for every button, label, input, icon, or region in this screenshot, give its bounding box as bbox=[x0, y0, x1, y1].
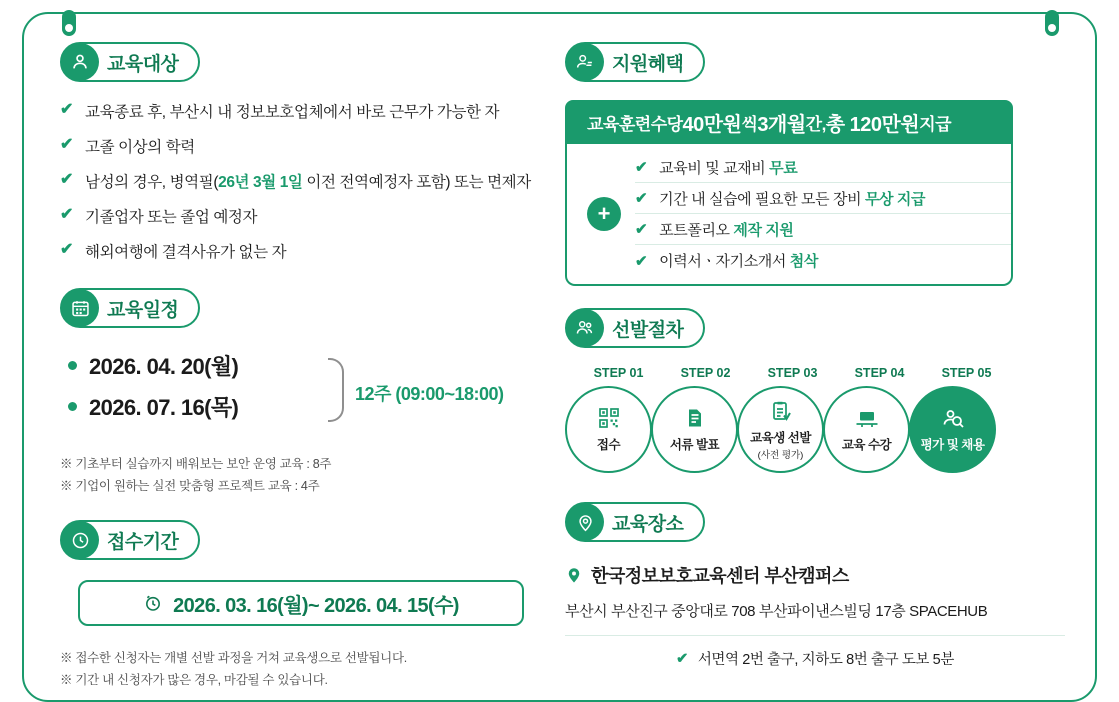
step-circle-1 bbox=[565, 386, 652, 473]
schedule-end-date: 2026. 07. 16(목) bbox=[89, 395, 239, 420]
section-title-place: 교육장소 bbox=[612, 513, 684, 535]
check-icon: ✔ bbox=[635, 159, 648, 176]
place-metro-text: 서면역 2번 출구, 지하도 8번 출구 도보 5분 bbox=[697, 652, 954, 668]
step-label: STEP 02 bbox=[680, 366, 731, 380]
plus-icon: + bbox=[587, 197, 621, 231]
schedule-block bbox=[60, 350, 560, 446]
section-title-apply: 접수기간 bbox=[107, 531, 179, 553]
map-pin-icon bbox=[565, 564, 583, 586]
apply-period-box bbox=[78, 580, 524, 626]
place-metro-row bbox=[565, 648, 1065, 669]
list-item: ✔ 기졸업자 또는 졸업 예정자 bbox=[60, 206, 258, 226]
check-icon: ✔ bbox=[60, 171, 74, 188]
bullet-dot-icon bbox=[68, 361, 77, 370]
place-name-row bbox=[565, 562, 1065, 588]
clipboard-icon bbox=[769, 399, 793, 423]
step-label: STEP 05 bbox=[941, 366, 992, 380]
step-circle-4 bbox=[823, 386, 910, 473]
calendar-icon bbox=[61, 289, 99, 327]
place-name: 한국정보보호교육센터 부산캠퍼스 bbox=[591, 566, 849, 586]
step-labels bbox=[575, 366, 1065, 380]
hand-coin-icon bbox=[566, 43, 604, 81]
section-header-apply bbox=[60, 520, 200, 560]
target-list bbox=[60, 100, 560, 262]
step-label: STEP 03 bbox=[767, 366, 818, 380]
benefit-body bbox=[565, 144, 1013, 286]
section-title-process: 선발절차 bbox=[612, 319, 684, 341]
check-icon: ✔ bbox=[635, 221, 648, 238]
check-icon: ✔ bbox=[635, 190, 648, 207]
check-icon: ✔ bbox=[60, 136, 74, 153]
section-title-target: 교육대상 bbox=[107, 53, 179, 75]
section-header-place bbox=[565, 502, 705, 542]
schedule-start-date: 2026. 04. 20(월) bbox=[89, 354, 239, 379]
person-icon bbox=[61, 43, 99, 81]
left-column bbox=[60, 42, 560, 688]
section-title-benefit: 지원혜택 bbox=[612, 53, 684, 75]
section-header-benefit bbox=[565, 42, 705, 82]
apply-note-1: ※ 접수한 신청자는 개별 선발 과정을 거쳐 교육생으로 선발됩니다. bbox=[60, 651, 407, 665]
list-item: ✔ 교육비 및 교재비 무료 bbox=[635, 152, 1011, 183]
schedule-note-1: ※ 기초부터 실습까지 배워보는 보안 운영 교육 : 8주 bbox=[60, 457, 332, 471]
place-address: 부산시 부산진구 중앙대로 708 부산파이낸스빌딩 17층 SPACEHUB bbox=[565, 603, 988, 620]
process-steps bbox=[565, 366, 1065, 486]
badge-search-icon bbox=[940, 406, 966, 430]
step-name: 평가 및 채용 bbox=[920, 438, 985, 452]
people-icon bbox=[566, 309, 604, 347]
section-title-schedule: 교육일정 bbox=[107, 299, 179, 321]
step-name: 교육 수강 bbox=[841, 438, 892, 452]
step-label: STEP 04 bbox=[854, 366, 905, 380]
step-circle-3 bbox=[737, 386, 824, 473]
check-icon: ✔ bbox=[635, 252, 648, 270]
step-circles bbox=[565, 386, 1065, 473]
list-item: ✔ 고졸 이상의 학력 bbox=[60, 136, 195, 156]
divider bbox=[565, 635, 1065, 636]
step-circle-5 bbox=[909, 386, 996, 473]
schedule-note-2: ※ 기업이 원하는 실전 맞춤형 프로젝트 교육 : 4주 bbox=[60, 479, 320, 493]
section-header-target bbox=[60, 42, 200, 82]
brace-icon bbox=[328, 358, 344, 422]
pin-left-icon bbox=[62, 10, 76, 36]
bullet-dot-icon bbox=[68, 402, 77, 411]
check-icon: ✔ bbox=[60, 241, 74, 258]
step-circle-2 bbox=[651, 386, 738, 473]
list-item: ✔ 해외여행에 결격사유가 없는 자 bbox=[60, 241, 287, 261]
list-item: ✔ 포트폴리오 제작 지원 bbox=[635, 214, 1011, 245]
document-icon bbox=[683, 406, 707, 430]
step-name: 접수 bbox=[596, 438, 621, 452]
pin-right-icon bbox=[1045, 10, 1059, 36]
apply-note-2: ※ 기간 내 신청자가 많은 경우, 마감될 수 있습니다. bbox=[60, 673, 328, 687]
section-header-process bbox=[565, 308, 705, 348]
benefit-headline: 교육훈련수당 40만원 씩 3개월 간, 총 120만원 지급 bbox=[565, 100, 1013, 144]
clock-small-icon bbox=[143, 593, 163, 613]
step-label: STEP 01 bbox=[593, 366, 644, 380]
schedule-start-row bbox=[60, 350, 560, 381]
list-item: ✔ 남성의 경우, 병역필(26년 3월 1일 이전 전역예정자 포함) 또는 면제자 bbox=[60, 171, 531, 191]
location-icon bbox=[566, 503, 604, 541]
section-header-schedule bbox=[60, 288, 200, 328]
list-item: ✔ 이력서ㆍ자기소개서 첨삭 bbox=[635, 252, 818, 270]
list-item: ✔ 교육종료 후, 부산시 내 정보보호업체에서 바로 근무가 가능한 자 bbox=[60, 101, 500, 121]
place-block bbox=[565, 562, 1065, 669]
benefit-list bbox=[635, 152, 1011, 276]
step-name: 교육생 선발 bbox=[750, 430, 811, 445]
step-sub: (사전 평가) bbox=[757, 449, 804, 461]
clock-icon bbox=[61, 521, 99, 559]
schedule-duration: 12주 (09:00~18:00) bbox=[355, 384, 504, 404]
check-icon: ✔ bbox=[676, 650, 688, 667]
step-name: 서류 발표 bbox=[669, 438, 720, 452]
apply-period-text: 2026. 03. 16(월)~ 2026. 04. 15(수) bbox=[173, 594, 459, 617]
list-item: ✔ 기간 내 실습에 필요한 모든 장비 무상 지급 bbox=[635, 183, 1011, 214]
check-icon: ✔ bbox=[60, 101, 74, 118]
check-icon: ✔ bbox=[60, 206, 74, 223]
right-column bbox=[565, 42, 1065, 669]
desk-icon bbox=[854, 406, 880, 430]
qr-icon bbox=[597, 406, 621, 430]
